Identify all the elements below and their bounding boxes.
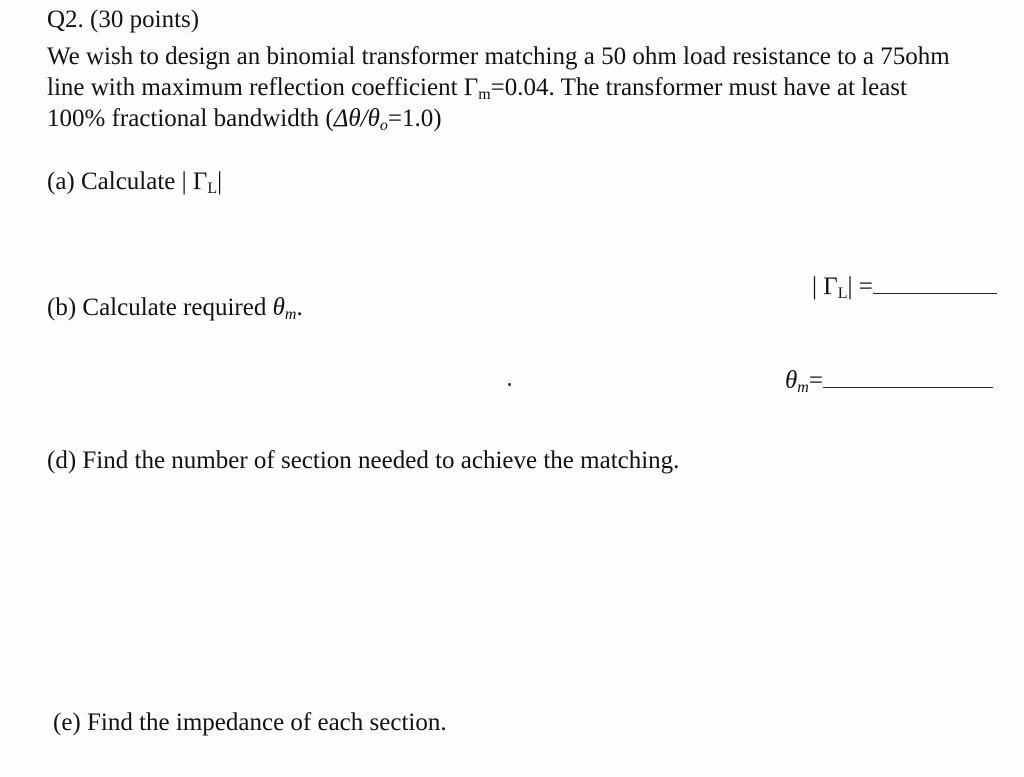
stray-dot <box>508 383 511 386</box>
part-d-prompt: (d) Find the number of section needed to achieve the matching. <box>47 447 680 474</box>
part-b-answer-blank: $\theta_m=$ <box>785 366 993 403</box>
part-a-answer-line[interactable] <box>873 273 997 294</box>
question-title: Q2. (30 points) <box>47 6 200 33</box>
question-body-line-1: We wish to design an binomial transformer matching a 50 ohm load resistance to a 75ohm <box>47 43 950 70</box>
question-body-line-2: line with maximum reflection coefficient $\Gamma_m=0.04$. The transformer must have at least <box>47 74 907 103</box>
part-a-answer-blank: | $\Gamma_L|$ = <box>812 272 997 309</box>
part-a-prompt: (a) Calculate | $\Gamma_L|$ <box>47 168 223 197</box>
part-b-answer-line[interactable] <box>823 367 993 388</box>
question-body-line-3: 100% fractional bandwidth $(\Delta\theta/\theta_o=1.0)$ <box>47 105 442 134</box>
part-e-prompt: (e) Find the impedance of each section. <box>53 709 447 736</box>
part-b-prompt: (b) Calculate required $\theta_m$. <box>47 294 303 323</box>
